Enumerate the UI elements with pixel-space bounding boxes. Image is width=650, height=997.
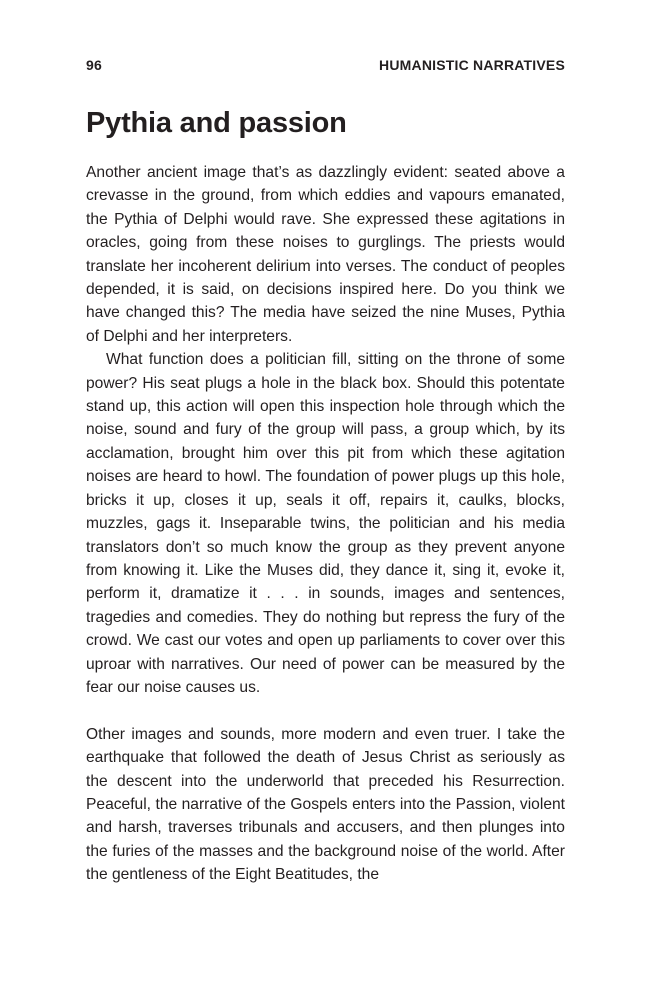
running-title: HUMANISTIC NARRATIVES xyxy=(379,57,565,73)
page-number: 96 xyxy=(86,57,102,73)
section-title: Pythia and passion xyxy=(86,107,347,139)
paragraph: Other images and sounds, more modern and even truer. I take the earthquake that followed the death of Jesus Christ as seriously as the descent into the underworld that preceded his Resurrection. Peaceful, the narrative of the Gospels enters into the Passion, violent and harsh, traverses tribunals and accusers, and then plunges into the furies of the masses and the background noise of the world. After the gentleness of the Eight Beatitudes, the xyxy=(86,725,565,884)
running-header xyxy=(86,55,565,75)
body-text xyxy=(86,161,565,887)
paragraph: What function does a politician fill, sitting on the throne of some power? His seat plugs a hole in the black box. Should this potentate stand up, this action will open this inspection hole through which the noise, sound and fury of the group will pass, a group which, by its acclamation, brought him over this pit from which these agitation noises are heard to howl. The foundation of power plugs up this hole, bricks it up, closes it up, seals it off, repairs it, caulks, blocks, muzzles, gags it. Inseparable twins, the politician and his media translators don’t so much know the group as they prevent anyone from knowing it. Like the Muses did, they dance it, sing it, evoke it, perform it, dramatize it . . . in sounds, images and sentences, tragedies and comedies. They do nothing but repress the fury of the crowd. We cast our votes and open up parliaments to cover over this uproar with narratives. Our need of power can be measured by the fear our noise causes us. xyxy=(86,351,565,696)
paragraph: Another ancient image that’s as dazzlingly evident: seated above a crevasse in the ground, from which eddies and vapours emanated, the Pythia of Delphi would rave. She expressed these agitations in oracles, going from these noises to gurglings. The priests would translate her incoherent delirium into verses. The conduct of peoples depended, it is said, on decisions inspired here. Do you think we have changed this? The media have seized the nine Muses, Pythia of Delphi and her interpreters. xyxy=(86,164,565,345)
